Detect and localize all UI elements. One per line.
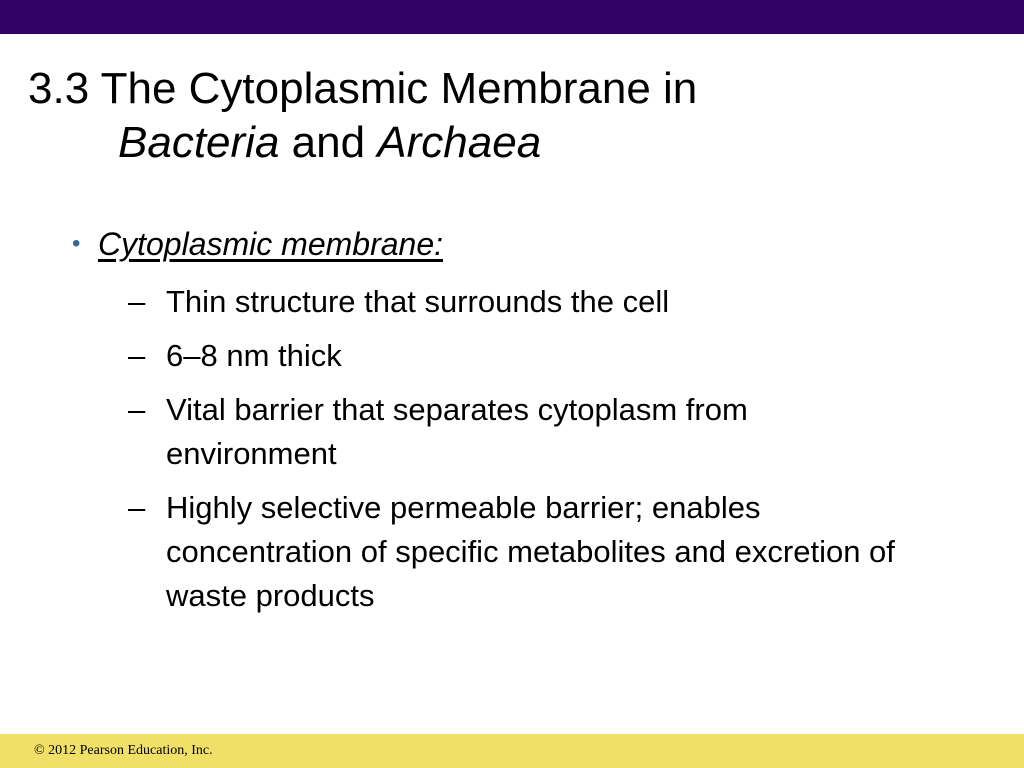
title-bacteria: Bacteria	[118, 118, 280, 167]
subbullet-item	[128, 280, 908, 324]
bullet-text: Cytoplasmic membrane:	[98, 226, 443, 262]
subbullet-dash: –	[128, 392, 146, 427]
bullet-marker: •	[72, 230, 81, 257]
subbullet-dash: –	[128, 490, 146, 525]
subbullet-text: Highly selective permeable barrier; enables concentration of specific metabolites and excretion of waste products	[166, 490, 895, 613]
footer-band	[0, 734, 1024, 768]
subbullet-text: Thin structure that surrounds the cell	[166, 284, 670, 319]
title-archaea: Archaea	[377, 118, 542, 167]
subbullet-dash: –	[128, 284, 146, 319]
subbullet-item	[128, 334, 908, 378]
subbullet-item	[128, 388, 908, 476]
subbullet-item	[128, 486, 908, 618]
copyright-text: © 2012 Pearson Education, Inc.	[34, 743, 213, 758]
title-line-1: 3.3 The Cytoplasmic Membrane in	[28, 64, 698, 113]
subbullet-dash: –	[128, 338, 146, 373]
subbullet-text: Vital barrier that separates cytoplasm from environment	[166, 392, 748, 471]
subbullet-text: 6–8 nm thick	[166, 338, 342, 373]
title-and: and	[279, 118, 378, 167]
